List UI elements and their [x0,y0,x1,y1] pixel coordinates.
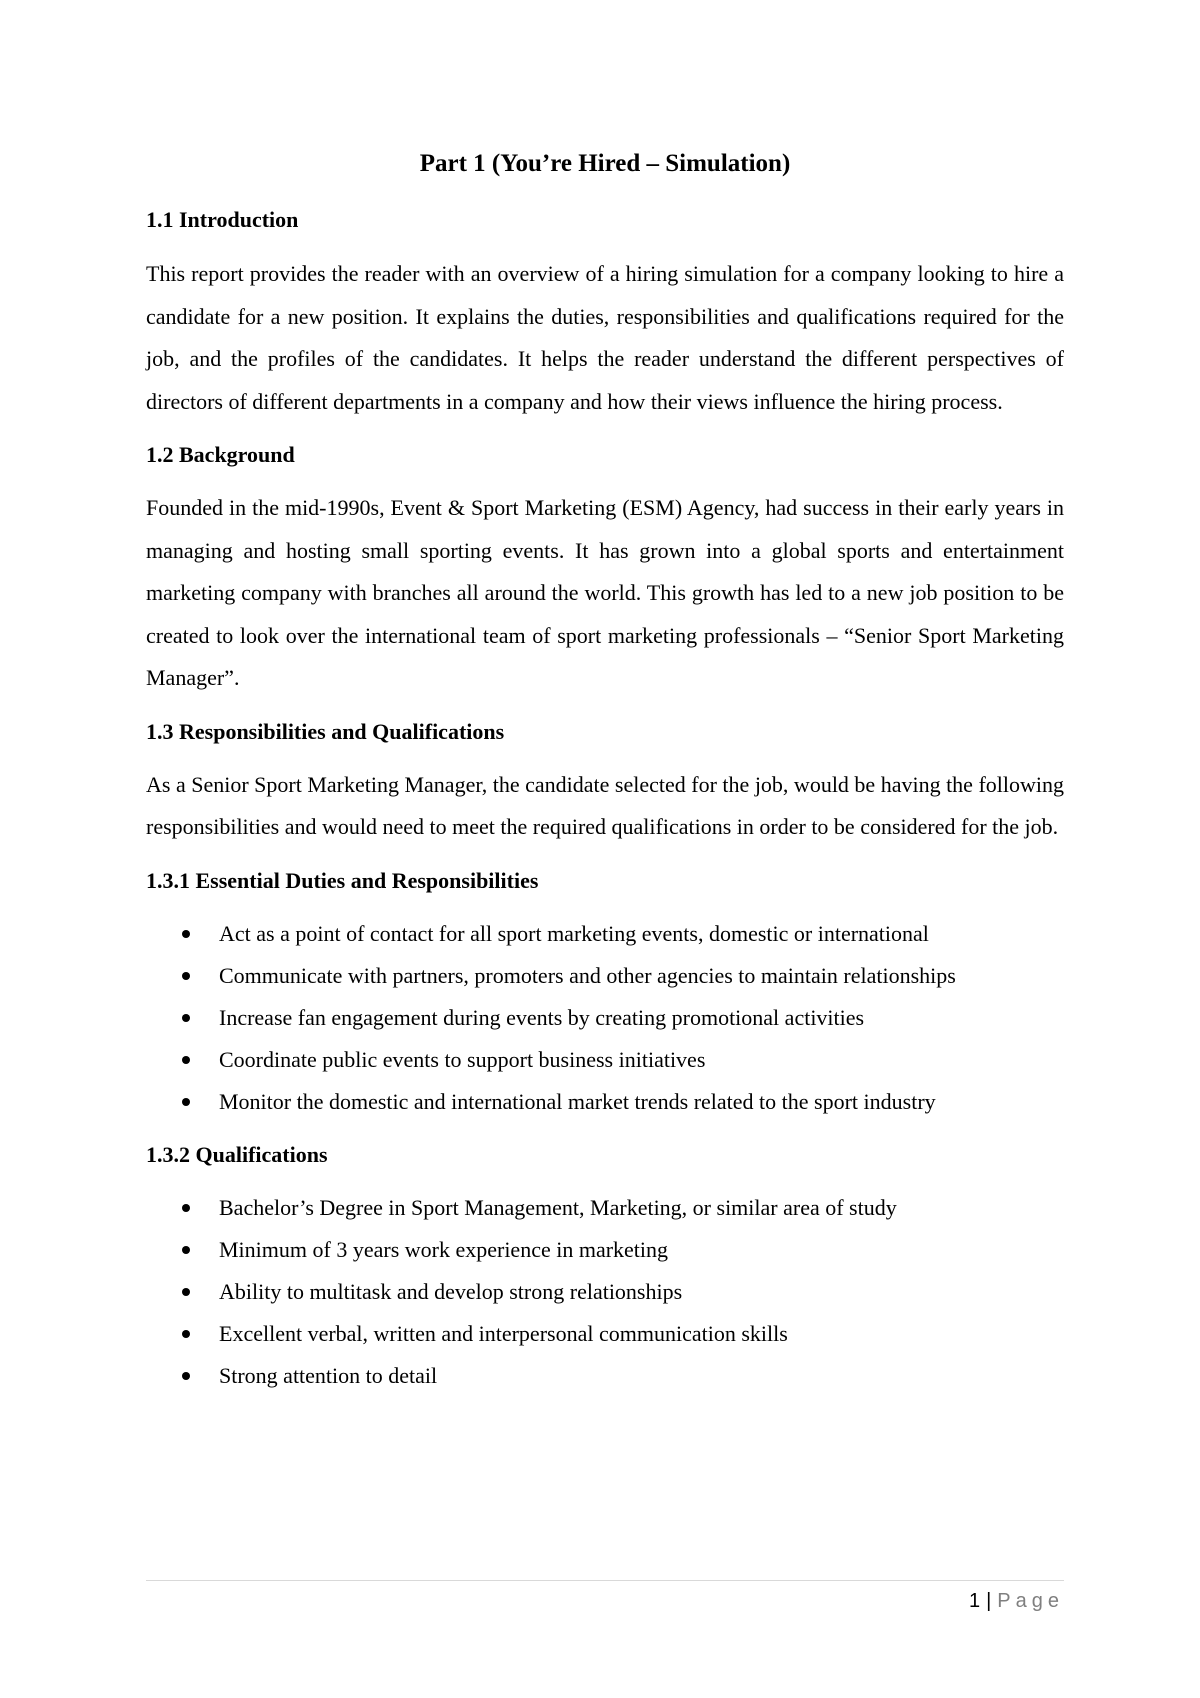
list-item-text: Excellent verbal, written and interpersonal communication skills [219,1320,788,1346]
document-title: Part 1 (You’re Hired – Simulation) [419,150,791,177]
list-item [146,1313,1064,1355]
page-footer [969,1588,1064,1614]
list-item [146,1187,1064,1229]
list-item-text: Communicate with partners, promoters and other agencies to maintain relationships [219,962,956,988]
bullet-icon [182,1014,190,1022]
list-item-text: Increase fan engagement during events by creating promotional activities [219,1004,865,1030]
bullet-icon [182,972,190,980]
list-item-text: Strong attention to detail [219,1362,438,1388]
bullet-icon [182,1098,190,1106]
page-label: Page [997,1590,1064,1612]
bullet-icon [182,1288,190,1296]
list-item [146,1081,1064,1123]
list-item [146,1039,1064,1081]
bullet-icon [182,1204,190,1212]
bullet-icon [182,1056,190,1064]
bullet-icon [182,930,190,938]
section-heading-qualifications: 1.3.2 Qualifications [146,1141,328,1167]
list-item [146,955,1064,997]
list-item [146,913,1064,955]
page-number: 1 [968,1590,981,1612]
bullet-icon [182,1330,190,1338]
section-heading-responsibilities-qualifications: 1.3 Responsibilities and Qualifications [146,718,505,744]
section-heading-background: 1.2 Background [146,442,295,467]
background-paragraph: Founded in the mid-1990s, Event & Sport Marketing (ESM) Agency, had success in their early years in managing and hosting small sporting events. It has grown into a global sports and entertainment marketing company with branches all around the world. This growth has led to a new job position to be created to look over the international team of sport marketing professionals – “Senior Sport Marketing Manager”. [146,495,1064,690]
list-item [146,997,1064,1039]
list-item-text: Minimum of 3 years work experience in marketing [219,1236,669,1262]
list-item [146,1229,1064,1271]
qualifications-list [146,1187,1064,1397]
list-item-text: Bachelor’s Degree in Sport Management, Marketing, or similar area of study [219,1194,897,1220]
footer-separator: | [986,1590,992,1612]
list-item-text: Ability to multitask and develop strong relationships [219,1278,683,1304]
section-heading-duties: 1.3.1 Essential Duties and Responsibilities [146,867,539,893]
list-item-text: Act as a point of contact for all sport marketing events, domestic or international [219,920,929,946]
page-content [146,146,1064,1397]
section-heading-introduction: 1.1 Introduction [146,207,299,232]
responsibilities-qualifications-paragraph: As a Senior Sport Marketing Manager, the candidate selected for the job, would be having the following responsibilities and would need to meet the required qualifications in order to be considered for the job. [146,771,1064,839]
bullet-icon [182,1372,190,1380]
duties-list [146,913,1064,1123]
introduction-paragraph: This report provides the reader with an overview of a hiring simulation for a company looking to hire a candidate for a new position. It explains the duties, responsibilities and qualifications required for the job, and the profiles of the candidates. It helps the reader understand the different perspectives of directors of different departments in a company and how their views influence the hiring process. [146,261,1064,414]
list-item-text: Monitor the domestic and international market trends related to the sport industry [219,1088,936,1114]
list-item [146,1355,1064,1397]
list-item-text: Coordinate public events to support business initiatives [219,1046,706,1072]
list-item [146,1271,1064,1313]
footer-divider [146,1580,1064,1581]
bullet-icon [182,1246,190,1254]
